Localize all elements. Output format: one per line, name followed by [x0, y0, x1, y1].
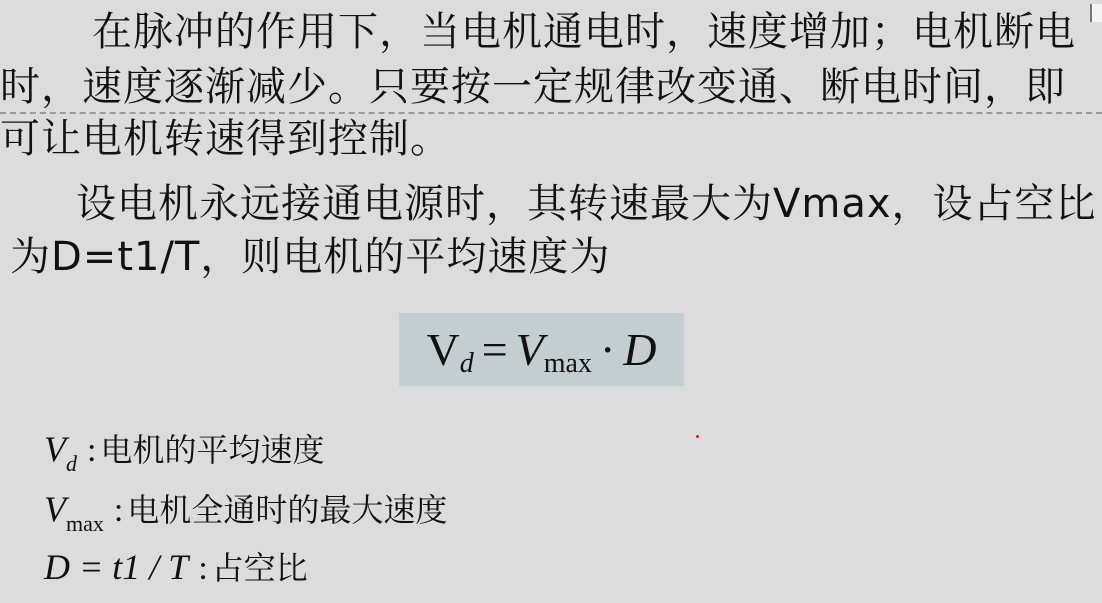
formula-equals: =	[481, 324, 508, 375]
paragraph2-line-2: 为D=t1/T，则电机的平均速度为	[10, 234, 611, 280]
definition-duty-cycle-text: 占空比	[211, 549, 308, 587]
formula-lhs-subscript: d	[459, 347, 474, 379]
formula-operator: ·	[599, 324, 616, 375]
formula-lhs-symbol: V	[426, 324, 460, 375]
definition-vd	[44, 425, 325, 476]
dashed-divider	[0, 112, 1102, 114]
definition-vmax-colon: :	[113, 492, 124, 529]
definition-vmax-text: 电机全通时的最大速度	[127, 491, 448, 529]
formula-box	[399, 313, 684, 386]
definition-vd-subscript: d	[66, 451, 77, 476]
formula-rhs-subscript: max	[543, 347, 592, 379]
definition-vd-symbol	[44, 428, 77, 476]
definition-vmax-letter: V	[44, 489, 66, 529]
paragraph1-line-3: 可让电机转速得到控制。	[0, 116, 451, 162]
formula-rhs-factor: D	[623, 324, 657, 375]
definition-duty-cycle	[44, 543, 308, 587]
paragraph2-line-1: 设电机永远接通电源时，其转速最大为Vmax，设占空比	[76, 181, 1097, 227]
definition-duty-cycle-symbol: D = t1 / T	[44, 547, 189, 587]
definition-vmax-subscript: max	[66, 511, 104, 536]
average-speed-formula	[399, 313, 684, 386]
paragraph1-line-1: 在脉冲的作用下，当电机通电时，速度增加；电机断电	[92, 9, 1076, 55]
formula-rhs-symbol: V	[515, 324, 544, 375]
definition-vmax-symbol	[44, 488, 104, 536]
definition-vd-colon: :	[87, 432, 97, 469]
definition-vd-text: 电机的平均速度	[100, 431, 325, 469]
paragraph1-line-2: 时，速度逐渐减少。只要按一定规律改变通、断电时间，即	[0, 64, 1066, 110]
definition-vd-letter: V	[44, 429, 66, 469]
definition-duty-cycle-colon: :	[198, 550, 208, 587]
annotation-dot	[696, 435, 699, 438]
corner-tab-marker	[1090, 4, 1102, 22]
definition-vmax	[44, 485, 448, 536]
